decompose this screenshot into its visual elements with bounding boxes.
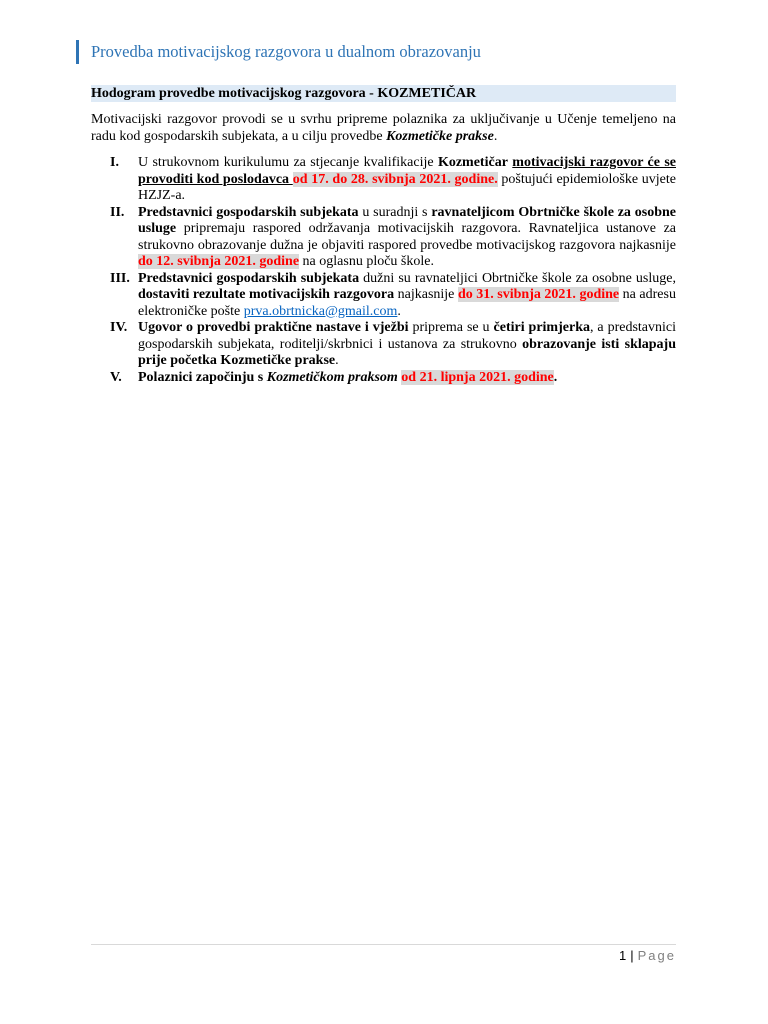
page-word: Page bbox=[637, 948, 676, 963]
item-text: Ugovor o provedbi praktične nastave i vježbi priprema se u četiri primjerka, a predstavnici gospodarskih subjekata, roditelji/skrbnici i ustanova za strukovno obrazovanje isti sklapaju prije početka Kozmetičke prakse. bbox=[138, 320, 677, 368]
item-text: Predstavnici gospodarskih subjekata dužni su ravnateljici Obrtničke škole za osobne usluge, dostaviti rezultate motivacijskih razgovora najkasnije do 31. svibnja 2021. godine na adresu elektroničke pošte prva.obrtnicka@gmail.com. bbox=[138, 270, 676, 319]
list-item bbox=[91, 155, 676, 205]
footer-separator: | bbox=[630, 948, 634, 963]
page-header bbox=[76, 40, 481, 64]
page-footer bbox=[619, 948, 676, 963]
footer-divider bbox=[91, 944, 676, 945]
intro-emphasis: Kozmetičke prakse bbox=[386, 128, 494, 144]
list-item bbox=[91, 320, 676, 370]
date-highlight: do 31. svibnja 2021. godine bbox=[457, 287, 620, 302]
date-highlight: od 21. lipnja 2021. godine bbox=[401, 369, 554, 385]
list-item bbox=[91, 205, 676, 271]
intro-text: Motivacijski razgovor provodi se u svrhu pripreme polaznika za uključivanje u Učenje temeljeno na radu kod gospodarskih subjekata, a u cilju provedbe bbox=[91, 112, 676, 144]
date-highlight: od 17. do 28. svibnja 2021. godine. bbox=[292, 171, 498, 187]
item-number: V. bbox=[110, 369, 122, 385]
header-title: Provedba motivacijskog razgovora u dualnom obrazovanju bbox=[91, 42, 481, 61]
intro-paragraph bbox=[91, 112, 676, 145]
section-heading: Hodogram provedbe motivacijskog razgovora - KOZMETIČAR bbox=[91, 85, 676, 102]
timeline-list bbox=[91, 155, 676, 386]
item-number: IV. bbox=[110, 320, 128, 335]
item-text: U strukovnom kurikulumu za stjecanje kvalifikacije Kozmetičar motivacijski razgovor će se provoditi kod poslodavca od 17. do 28. svibnja 2021. godine. poštujući epidemiološke uvjete HZJZ-a. bbox=[138, 155, 676, 203]
item-number: II. bbox=[110, 204, 125, 220]
item-text: Polaznici započinju s Kozmetičkom praksom od 21. lipnja 2021. godine. bbox=[138, 369, 558, 385]
page-number: 1 bbox=[619, 948, 627, 963]
intro-end: . bbox=[493, 128, 498, 144]
item-number: I. bbox=[110, 155, 119, 170]
email-link[interactable]: prva.obrtnicka@gmail.com bbox=[243, 303, 398, 319]
list-item bbox=[91, 271, 676, 321]
item-text: Predstavnici gospodarskih subjekata u suradnji s ravnateljicom Obrtničke škole za osobne usluge pripremaju raspored održavanja motivacijskih razgovora. Ravnateljica ustanove za strukovno obrazovanje dužna je objaviti raspored provedbe motivacijskog razgovora najkasnije do 12. svibnja 2021. godine na oglasnu ploču škole. bbox=[138, 204, 676, 269]
item-number: III. bbox=[110, 270, 130, 286]
date-highlight: do 12. svibnja 2021. godine bbox=[138, 254, 300, 269]
list-item bbox=[91, 370, 676, 387]
